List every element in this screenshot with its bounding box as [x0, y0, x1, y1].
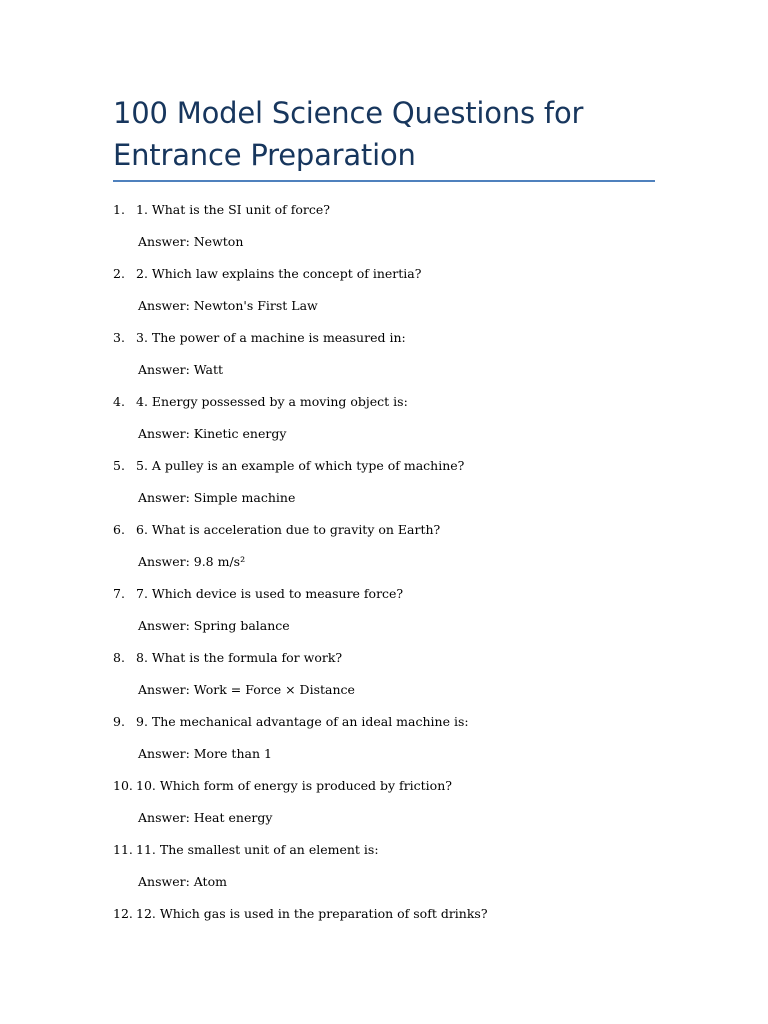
- question-item: [0, 904, 768, 924]
- answer-line: [0, 360, 768, 380]
- answer-line: [0, 808, 768, 828]
- question-item: [0, 520, 768, 540]
- question-text: 7. Which device is used to measure force?: [136, 586, 404, 601]
- question-item: [0, 776, 768, 796]
- list-number: 3.: [113, 330, 125, 345]
- answer-line: [0, 232, 768, 252]
- question-item: [0, 392, 768, 412]
- answer-line: [0, 680, 768, 700]
- list-number: 12.: [113, 906, 133, 921]
- list-number: 4.: [113, 394, 125, 409]
- answer-text: Answer: Simple machine: [138, 490, 296, 505]
- answer-text: Answer: 9.8 m/s²: [138, 554, 246, 569]
- list-number: 9.: [113, 714, 125, 729]
- answer-text: Answer: Atom: [138, 874, 227, 889]
- question-text: 8. What is the formula for work?: [136, 650, 343, 665]
- answer-text: Answer: Heat energy: [138, 810, 273, 825]
- question-item: [0, 456, 768, 476]
- answer-text: Answer: Kinetic energy: [138, 426, 287, 441]
- question-text: 5. A pulley is an example of which type of machine?: [136, 458, 465, 473]
- question-text: 9. The mechanical advantage of an ideal machine is:: [136, 714, 469, 729]
- answer-line: [0, 872, 768, 892]
- title-underline: [113, 180, 655, 182]
- answer-line: [0, 616, 768, 636]
- list-number: 8.: [113, 650, 125, 665]
- answer-line: [0, 488, 768, 508]
- list-number: 10.: [113, 778, 133, 793]
- question-item: [0, 264, 768, 284]
- question-text: 3. The power of a machine is measured in:: [136, 330, 406, 345]
- document-title: 100 Model Science Questions for Entrance Preparation: [113, 96, 584, 172]
- question-text: 6. What is acceleration due to gravity on Earth?: [136, 522, 441, 537]
- answer-text: Answer: Work = Force × Distance: [138, 682, 355, 697]
- answer-line: [0, 296, 768, 316]
- answer-text: Answer: Watt: [138, 362, 224, 377]
- list-number: 6.: [113, 522, 125, 537]
- answer-line: [0, 424, 768, 444]
- question-text: 12. Which gas is used in the preparation of soft drinks?: [136, 906, 488, 921]
- question-item: [0, 712, 768, 732]
- question-text: 11. The smallest unit of an element is:: [136, 842, 379, 857]
- question-item: [0, 200, 768, 220]
- list-number: 1.: [113, 202, 125, 217]
- question-item: [0, 648, 768, 668]
- list-number: 11.: [113, 842, 133, 857]
- question-text: 10. Which form of energy is produced by friction?: [136, 778, 452, 793]
- answer-text: Answer: Newton: [138, 234, 244, 249]
- answer-line: [0, 744, 768, 764]
- list-number: 7.: [113, 586, 125, 601]
- answer-text: Answer: Spring balance: [138, 618, 290, 633]
- question-item: [0, 328, 768, 348]
- list-number: 5.: [113, 458, 125, 473]
- answer-text: Answer: More than 1: [138, 746, 272, 761]
- question-text: 4. Energy possessed by a moving object is:: [136, 394, 408, 409]
- answer-line: [0, 552, 768, 572]
- list-number: 2.: [113, 266, 125, 281]
- answer-text: Answer: Newton's First Law: [138, 298, 318, 313]
- question-item: [0, 584, 768, 604]
- question-text: 2. Which law explains the concept of inertia?: [136, 266, 422, 281]
- question-text: 1. What is the SI unit of force?: [136, 202, 331, 217]
- question-item: [0, 840, 768, 860]
